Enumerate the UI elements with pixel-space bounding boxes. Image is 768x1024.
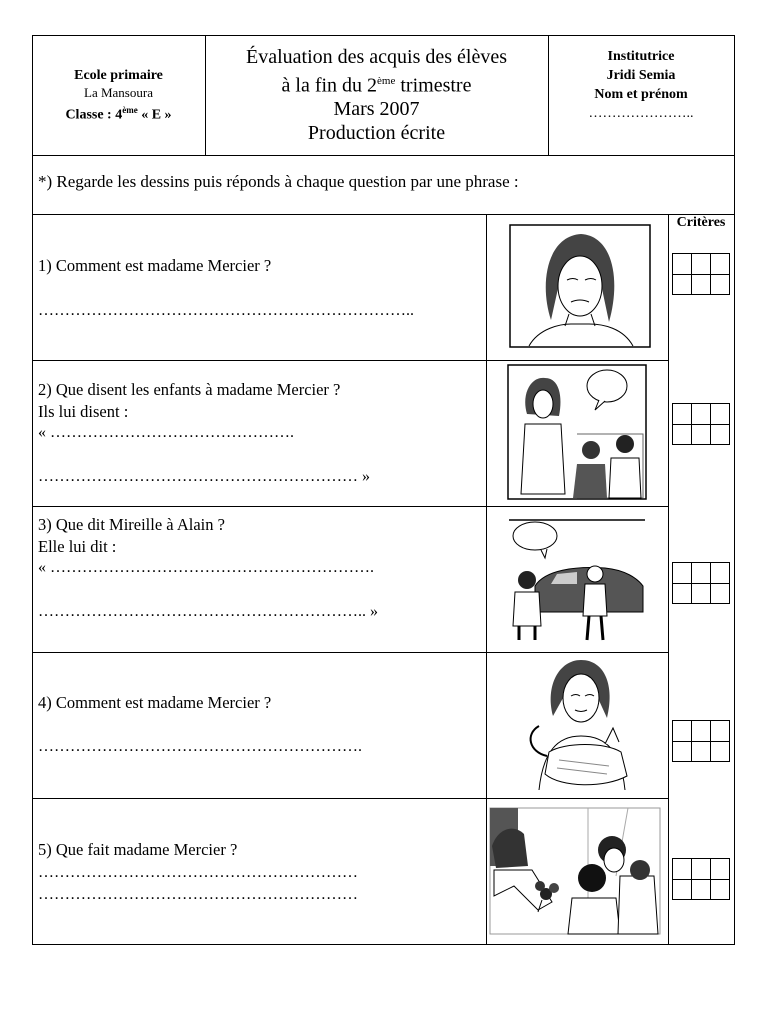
school-label: Ecole primaire: [74, 67, 163, 83]
title-line-1: Évaluation des acquis des élèves: [245, 45, 508, 68]
criteria-grid-5[interactable]: [672, 858, 730, 900]
title-line-3: Mars 2007: [333, 98, 420, 121]
criteria-grid-1[interactable]: [672, 253, 730, 295]
answer-line-2b[interactable]: …………………………………………………… »: [38, 468, 370, 485]
answer-line-1a[interactable]: ……………………………………………………………..: [38, 302, 414, 319]
question-5: 5) Que fait madame Mercier ?: [38, 840, 238, 859]
illustration-sad-woman: [509, 224, 651, 348]
question-4: 4) Comment est madame Mercier ?: [38, 693, 272, 712]
student-name-field[interactable]: …………………..: [588, 106, 694, 121]
title-line-4: Production écrite: [307, 122, 446, 145]
title-line-2: à la fin du 2ème trimestre: [281, 74, 472, 97]
criteria-grid-4[interactable]: [672, 720, 730, 762]
student-name-label: Nom et prénom: [594, 87, 688, 102]
question-3-sub: Elle lui dit :: [38, 537, 117, 556]
school-place: La Mansoura: [84, 84, 153, 100]
answer-line-2a[interactable]: « ……………………………………….: [38, 424, 294, 441]
illustration-children-talking: [507, 364, 647, 500]
illustration-woman-with-cat: [509, 656, 649, 792]
answer-line-5a[interactable]: ……………………………………………………: [38, 864, 358, 881]
school-info: [32, 35, 205, 155]
teacher-info: [548, 35, 734, 155]
question-2: 2) Que disent les enfants à madame Mercier ?: [38, 380, 341, 399]
answer-line-3b[interactable]: …………………………………………………….. »: [38, 603, 378, 620]
teacher-role: Institutrice: [607, 49, 675, 64]
answer-line-3a[interactable]: « …………………………………………………….: [38, 559, 374, 576]
question-1: 1) Comment est madame Mercier ?: [38, 256, 272, 275]
illustration-girl-and-boy: [505, 516, 647, 644]
instruction-text: *) Regarde les dessins puis réponds à chaque question par une phrase :: [38, 172, 519, 191]
answer-line-5b[interactable]: ……………………………………………………: [38, 886, 358, 903]
criteria-grid-3[interactable]: [672, 562, 730, 604]
illustration-woman-giving-flowers: [488, 806, 662, 936]
teacher-name: Jridi Semia: [606, 68, 676, 83]
criteria-label: Critères: [676, 215, 726, 230]
class-label: Classe : 4ème « E »: [65, 104, 172, 123]
question-3: 3) Que dit Mireille à Alain ?: [38, 515, 225, 534]
answer-line-4a[interactable]: …………………………………………………….: [38, 738, 362, 755]
question-2-sub: Ils lui disent :: [38, 402, 129, 421]
criteria-grid-2[interactable]: [672, 403, 730, 445]
page-title: [205, 35, 548, 155]
